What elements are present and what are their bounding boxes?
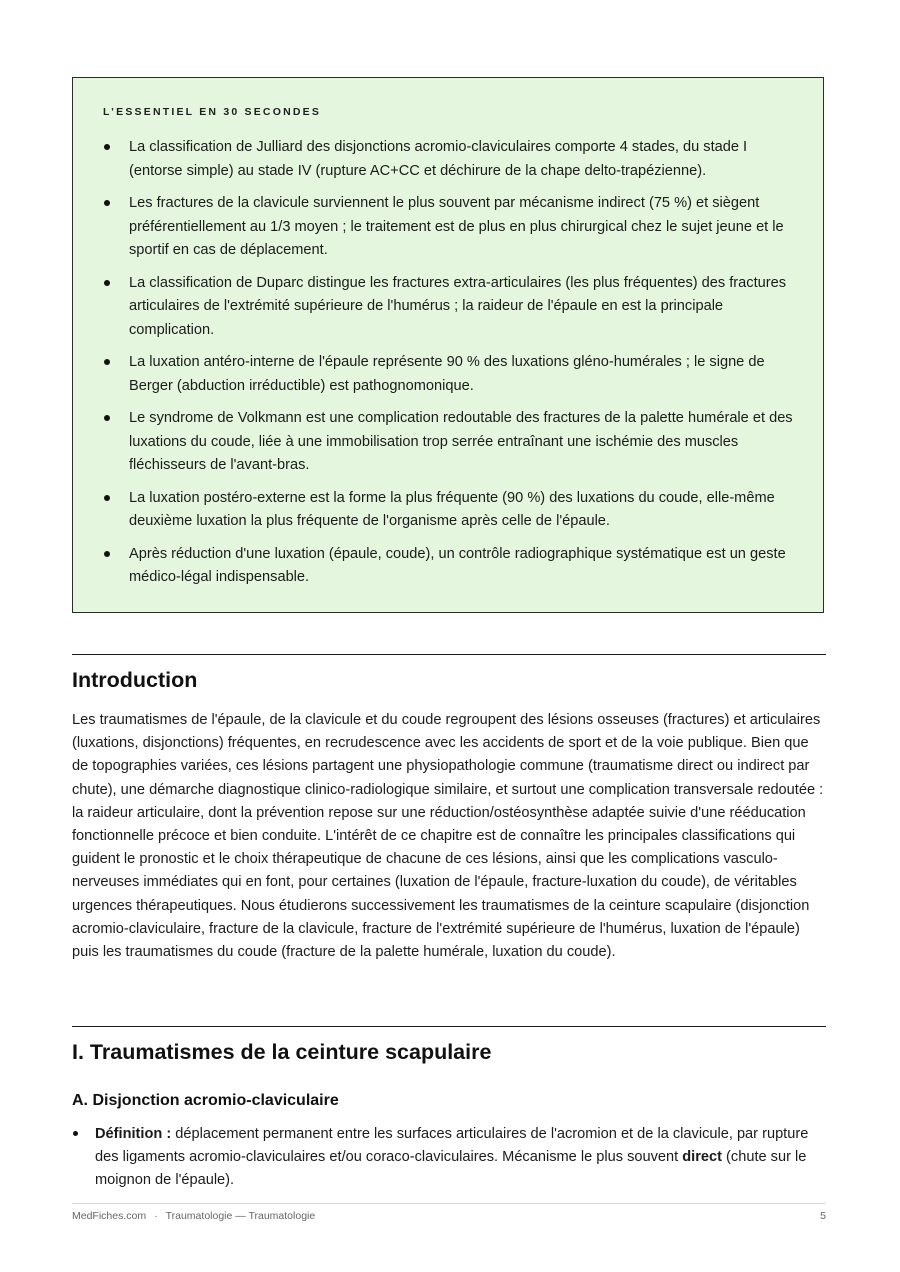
essential-item: La luxation antéro-interne de l'épaule représente 90 % des luxations gléno-humérales ; le signe de Berger (abduction irréductible) est pathognomonique. [73, 351, 823, 398]
footer-section: Traumatologie — Traumatologie [165, 1210, 316, 1222]
essential-item: La luxation postéro-externe est la forme la plus fréquente (90 %) des luxations du coude, elle-même deuxième luxation la plus fréquente de l'organisme après celle de l'épaule. [73, 487, 823, 534]
essential-item: Le syndrome de Volkmann est une complication redoutable des fractures de la palette humérale et des luxations du coude, liée à une immobilisation trop serrée entraînant une ischémie des muscles fléchisseurs de l'avant-bras. [73, 407, 823, 478]
page-footer [72, 1210, 826, 1222]
introduction-heading: Introduction [72, 668, 198, 692]
essential-summary-box [72, 77, 824, 613]
definition-text-end: (chute sur le moignon de l'épaule). [95, 1149, 807, 1189]
section-heading: I. Traumatismes de la ceinture scapulaire [72, 1040, 492, 1064]
footer-separator: · [154, 1210, 158, 1222]
introduction-paragraph: Les traumatismes de l'épaule, de la clavicule et du coude regroupent des lésions osseuses (fractures) et articulaires (luxations, disjonctions) fréquentes, en recrudescence avec les accidents de sport et de la voie publique. Bien que de topographies variées, ces lésions partagent une physiopathologie commune (traumatisme direct ou indirect par chute), une démarche diagnostique clinico-radiologique similaire, et surtout une complication transversale redoutée : la raideur articulaire, dont la prévention repose sur une réduction/ostéosynthèse adaptée suivie d'une rééducation fonctionnelle précoce et bien conduite. L'intérêt de ce chapitre est de connaître les principales classifications qui guident le pronostic et le choix thérapeutique de chacune de ces lésions, ainsi que les complications vasculo-nerveuses immédiates qui en font, pour certaines (luxation de l'épaule, fracture-luxation du coude), de véritables urgences thérapeutiques. Nous étudierons successivement les traumatismes de la ceinture scapulaire (disjonction acromio-claviculaire, fracture de la clavicule, fracture de l'extrémité supérieure de l'humérus, luxation de l'épaule) puis les traumatismes du coude (fracture de la palette humérale, luxation du coude). [72, 712, 824, 961]
page-number: 5 [820, 1210, 826, 1222]
definition-label: Définition : [95, 1126, 172, 1142]
essential-item: Après réduction d'une luxation (épaule, coude), un contrôle radiographique systématique est un geste médico-légal indispensable. [73, 543, 823, 590]
subsection-heading: A. Disjonction acromio-claviculaire [72, 1092, 339, 1109]
footer-divider [72, 1203, 826, 1204]
footer-site: MedFiches.com [72, 1210, 147, 1222]
definition-text: déplacement permanent entre les surfaces articulaires de l'acromion et de la clavicule, par rupture des ligaments acromio-claviculaires et/ou coraco-claviculaires. Mécanisme le plus souvent [95, 1126, 809, 1166]
essential-item: La classification de Duparc distingue les fractures extra-articulaires (les plus fréquentes) des fractures articulaires de l'extrémité supérieure de l'humérus ; la raideur de l'épaule en est la principale complication. [73, 272, 823, 343]
essential-item: Les fractures de la clavicule surviennent le plus souvent par mécanisme indirect (75 %) et siègent préférentiellement au 1/3 moyen ; le traitement est de plus en plus chirurgical chez le sujet jeune et le sportif en cas de déplacement. [73, 192, 823, 263]
definition-emphasis: direct [682, 1149, 722, 1166]
essential-summary-title: L’ESSENTIEL EN 30 SECONDES [103, 106, 322, 118]
document-page [72, 0, 826, 1272]
essential-item: La classification de Julliard des disjonctions acromio-claviculaires comporte 4 stades, du stade I (entorse simple) au stade IV (rupture AC+CC et déchirure de la chape delto-trapézienne). [73, 136, 823, 183]
section-divider [72, 654, 826, 655]
section-divider [72, 1026, 826, 1027]
definition-item [72, 1123, 826, 1193]
essential-summary-list [73, 136, 823, 599]
definition-list [72, 1123, 826, 1193]
